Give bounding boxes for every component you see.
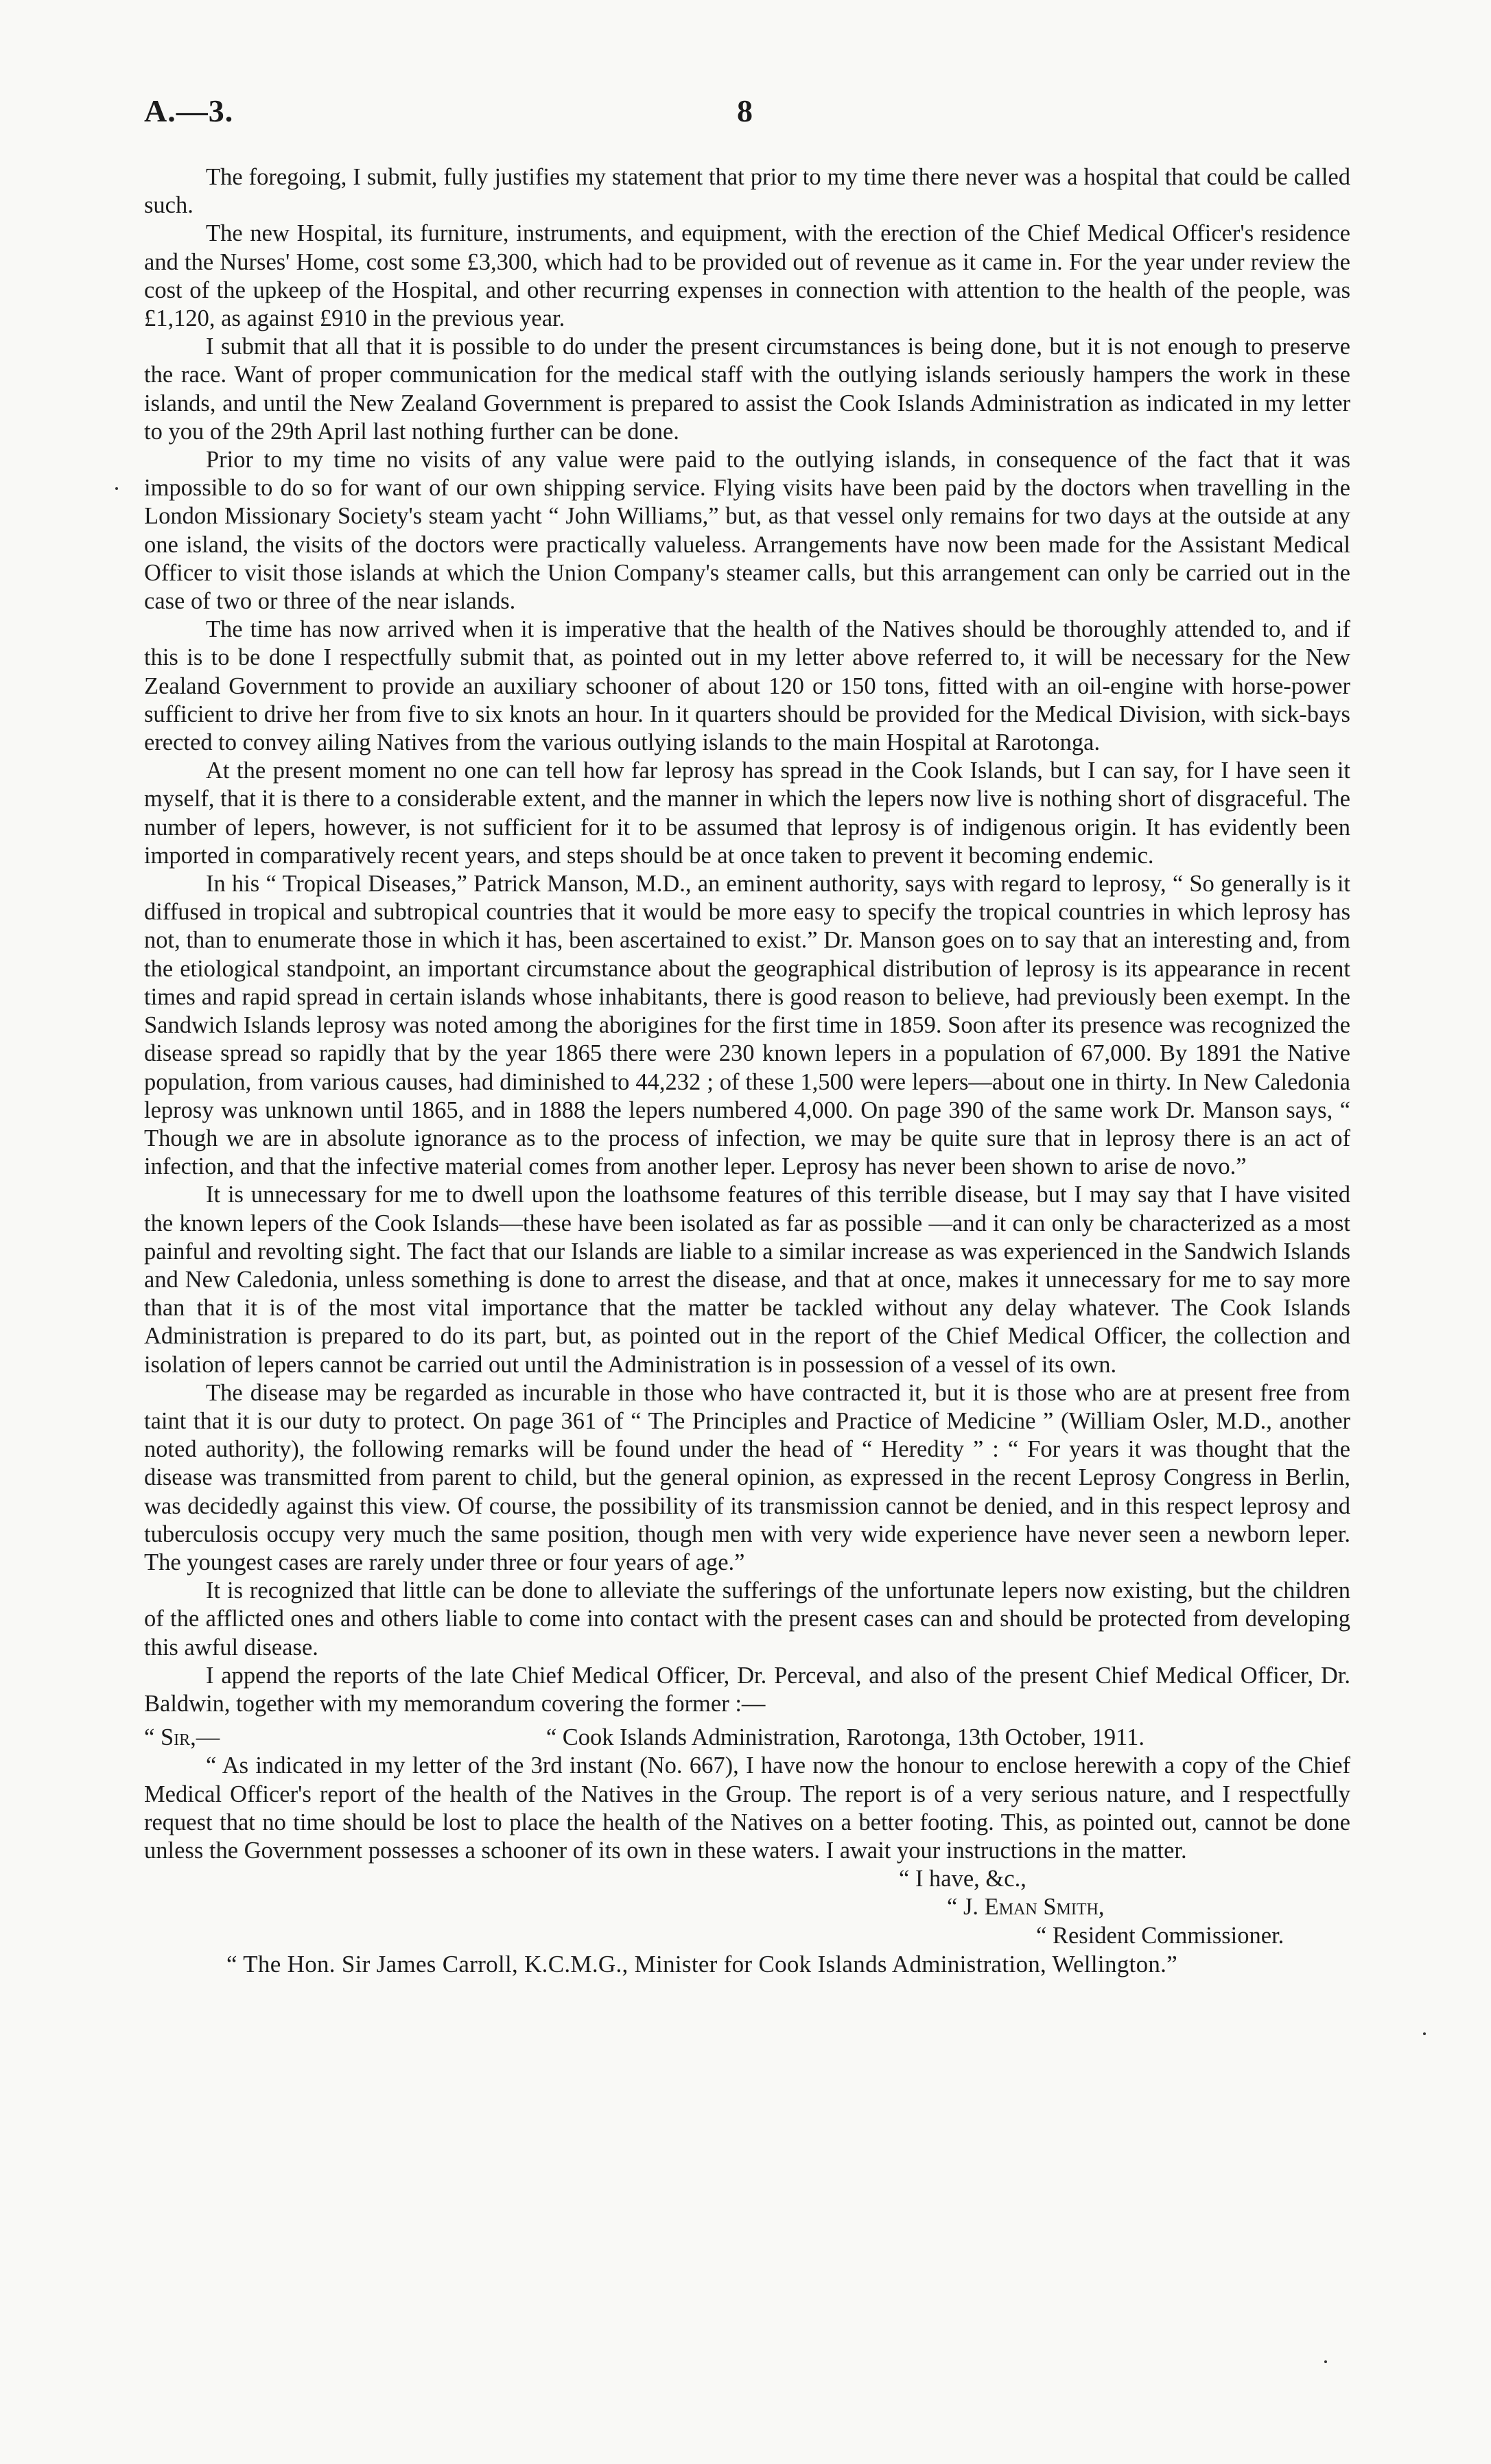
- paragraph: In his “ Tropical Diseases,” Patrick Manson, M.D., an eminent authority, says with regard to leprosy, “ So generally is it diffused in tropical and subtropical countries that it would be more easy to specify the tropical countries in which leprosy has not, than to enumerate those in which it has, been ascertained to exist.” Dr. Manson goes on to say that an interesting and, from the etiological standpoint, an important circumstance about the geographical distribution of leprosy is its appearance in recent times and rapid spread in certain islands whose inhabitants, there is good reason to believe, had previously been exempt. In the Sandwich Islands leprosy was noted among the aborigines for the first time in 1859. Soon after its presence was recognized the disease spread so rapidly that by the year 1865 there were 230 known lepers in a population of 67,000. By 1891 the Native population, from various causes, had diminished to 44,232 ; of these 1,500 were lepers—about one in thirty. In New Caledonia leprosy was unknown until 1865, and in 1888 the lepers numbered 4,000. On page 390 of the same work Dr. Manson says, “ Though we are in absolute ignorance as to the process of infection, we may be quite sure that in leprosy there is an act of infection, and that the infective material comes from another leper. Leprosy has never been shown to arise de novo.”: [144, 871, 1350, 1180]
- paragraph: The time has now arrived when it is imperative that the health of the Natives should be thoroughly attended to, and if this is to be done I respectfully submit that, as pointed out in my letter above referred to, it will be necessary for the New Zealand Government to provide an auxiliary schooner of about 120 or 150 tons, fitted with an oil-engine with horse-power sufficient to drive her from five to six knots an hour. In it quarters should be provided for the Medical Division, with sick-bays erected to convey ailing Natives from the various outlying islands to the main Hospital at Rarotonga.: [144, 616, 1350, 756]
- letter-closing: “ I have, &c.,: [899, 1866, 1026, 1892]
- scan-speck: [1423, 2032, 1426, 2035]
- letter-addressee: “ The Hon. Sir James Carroll, K.C.M.G., Minister for Cook Islands Administration, Wellington.”: [226, 1950, 1178, 1978]
- page-number: 8: [737, 93, 753, 128]
- letter-heading: [144, 1724, 1350, 1752]
- paragraph: I submit that all that it is possible to do under the present circumstances is being done, but it is not enough to preserve the race. Want of proper communication for the medical staff with the outlying islands seriously hampers the work in these islands, and until the New Zealand Government is prepared to assist the Cook Islands Administration as indicated in my letter to you of the 29th April last nothing further can be done.: [144, 333, 1350, 445]
- letter-signature: “ J. Eman Smith,: [947, 1894, 1105, 1921]
- paragraph: The disease may be regarded as incurable in those who have contracted it, but it is those who are at present free from taint that it is our duty to protect. On page 361 of “ The Principles and Practice of Medicine ” (William Osler, M.D., another noted authority), the following remarks will be found under the head of “ Heredity ” : “ For years it was thought that the disease was transmitted from parent to child, but the general opinion, as expressed in the recent Leprosy Congress in Berlin, was decidedly against this view. Of course, the possibility of its transmission cannot be denied, and in this respect leprosy and tuberculosis occupy very much the same position, though men with very wide experience have never seen a newborn leper. The youngest cases are rarely under three or four years of age.”: [144, 1379, 1350, 1575]
- paragraph: Prior to my time no visits of any value were paid to the outlying islands, in consequence of the fact that it was impossible to do so for want of our own shipping service. Flying visits have been paid by the doctors when travelling in the London Missionary Society's steam yacht “ John Williams,” but, as that vessel only remains for two days at the outside at any one island, the visits of the doctors were practically valueless. Arrangements have now been made for the Assistant Medical Officer to visit those islands at which the Union Company's steamer calls, but this arrangement can only be carried out in the case of two or three of the near islands.: [144, 447, 1350, 615]
- enclosed-letter: [144, 1724, 1350, 1978]
- letter-dateline: “ Cook Islands Administration, Rarotonga, 13th October, 1911.: [545, 1724, 1144, 1751]
- letter-signatory-title: “ Resident Commissioner.: [1036, 1922, 1284, 1949]
- letter-salutation: “ Sir,—: [144, 1724, 220, 1751]
- paragraph: The foregoing, I submit, fully justifies my statement that prior to my time there never was a hospital that could be called such.: [144, 164, 1350, 219]
- scan-speck: [115, 487, 118, 490]
- document-code: A.—3.: [144, 93, 234, 128]
- paragraph: At the present moment no one can tell how far leprosy has spread in the Cook Islands, but I can say, for I have seen it myself, that it is there to a considerable extent, and the manner in which the lepers now live is nothing short of disgraceful. The number of lepers, however, is not sufficient for it to be assumed that leprosy is of indigenous origin. It has evidently been imported in comparatively recent years, and steps should be at once taken to prevent it becoming endemic.: [144, 758, 1350, 869]
- paragraph: It is recognized that little can be done to alleviate the sufferings of the unfortunate lepers now existing, but the children of the afflicted ones and others liable to come into contact with the present cases can and should be protected from developing this awful disease.: [144, 1577, 1350, 1661]
- paragraph: I append the reports of the late Chief Medical Officer, Dr. Perceval, and also of the present Chief Medical Officer, Dr. Baldwin, together with my memorandum covering the former :—: [144, 1662, 1350, 1717]
- paragraph: The new Hospital, its furniture, instruments, and equipment, with the erection of the Chief Medical Officer's residence and the Nurses' Home, cost some £3,300, which had to be provided out of revenue as it came in. For the year under review the cost of the upkeep of the Hospital, and other recurring expenses in connection with attention to the health of the people, was £1,120, as against £910 in the previous year.: [144, 220, 1350, 332]
- letter-body: “ As indicated in my letter of the 3rd instant (No. 667), I have now the honour to enclose herewith a copy of the Chief Medical Officer's report of the health of the Natives in the Group. The report is of a very serious nature, and I respectfully request that no time should be lost to place the health of the Natives on a better footing. This, as pointed out, cannot be done unless the Government possesses a schooner of its own in these waters. I await your instructions in the matter.: [144, 1752, 1350, 1864]
- paragraph: It is unnecessary for me to dwell upon the loathsome features of this terrible disease, but I may say that I have visited the known lepers of the Cook Islands—these have been isolated as far as possible —and it can only be characterized as a most painful and revolting sight. The fact that our Islands are liable to a similar increase as was experienced in the Sandwich Islands and New Caledonia, unless something is done to arrest the disease, and that at once, makes it unnecessary for me to say more than that it is of the most vital importance that the matter be tackled without any delay whatever. The Cook Islands Administration is prepared to do its part, but, as pointed out in the report of the Chief Medical Officer, the collection and isolation of lepers cannot be carried out until the Administration is in possession of a vessel of its own.: [144, 1182, 1350, 1378]
- scan-speck: [1324, 2360, 1327, 2363]
- body-text: [144, 163, 1350, 1978]
